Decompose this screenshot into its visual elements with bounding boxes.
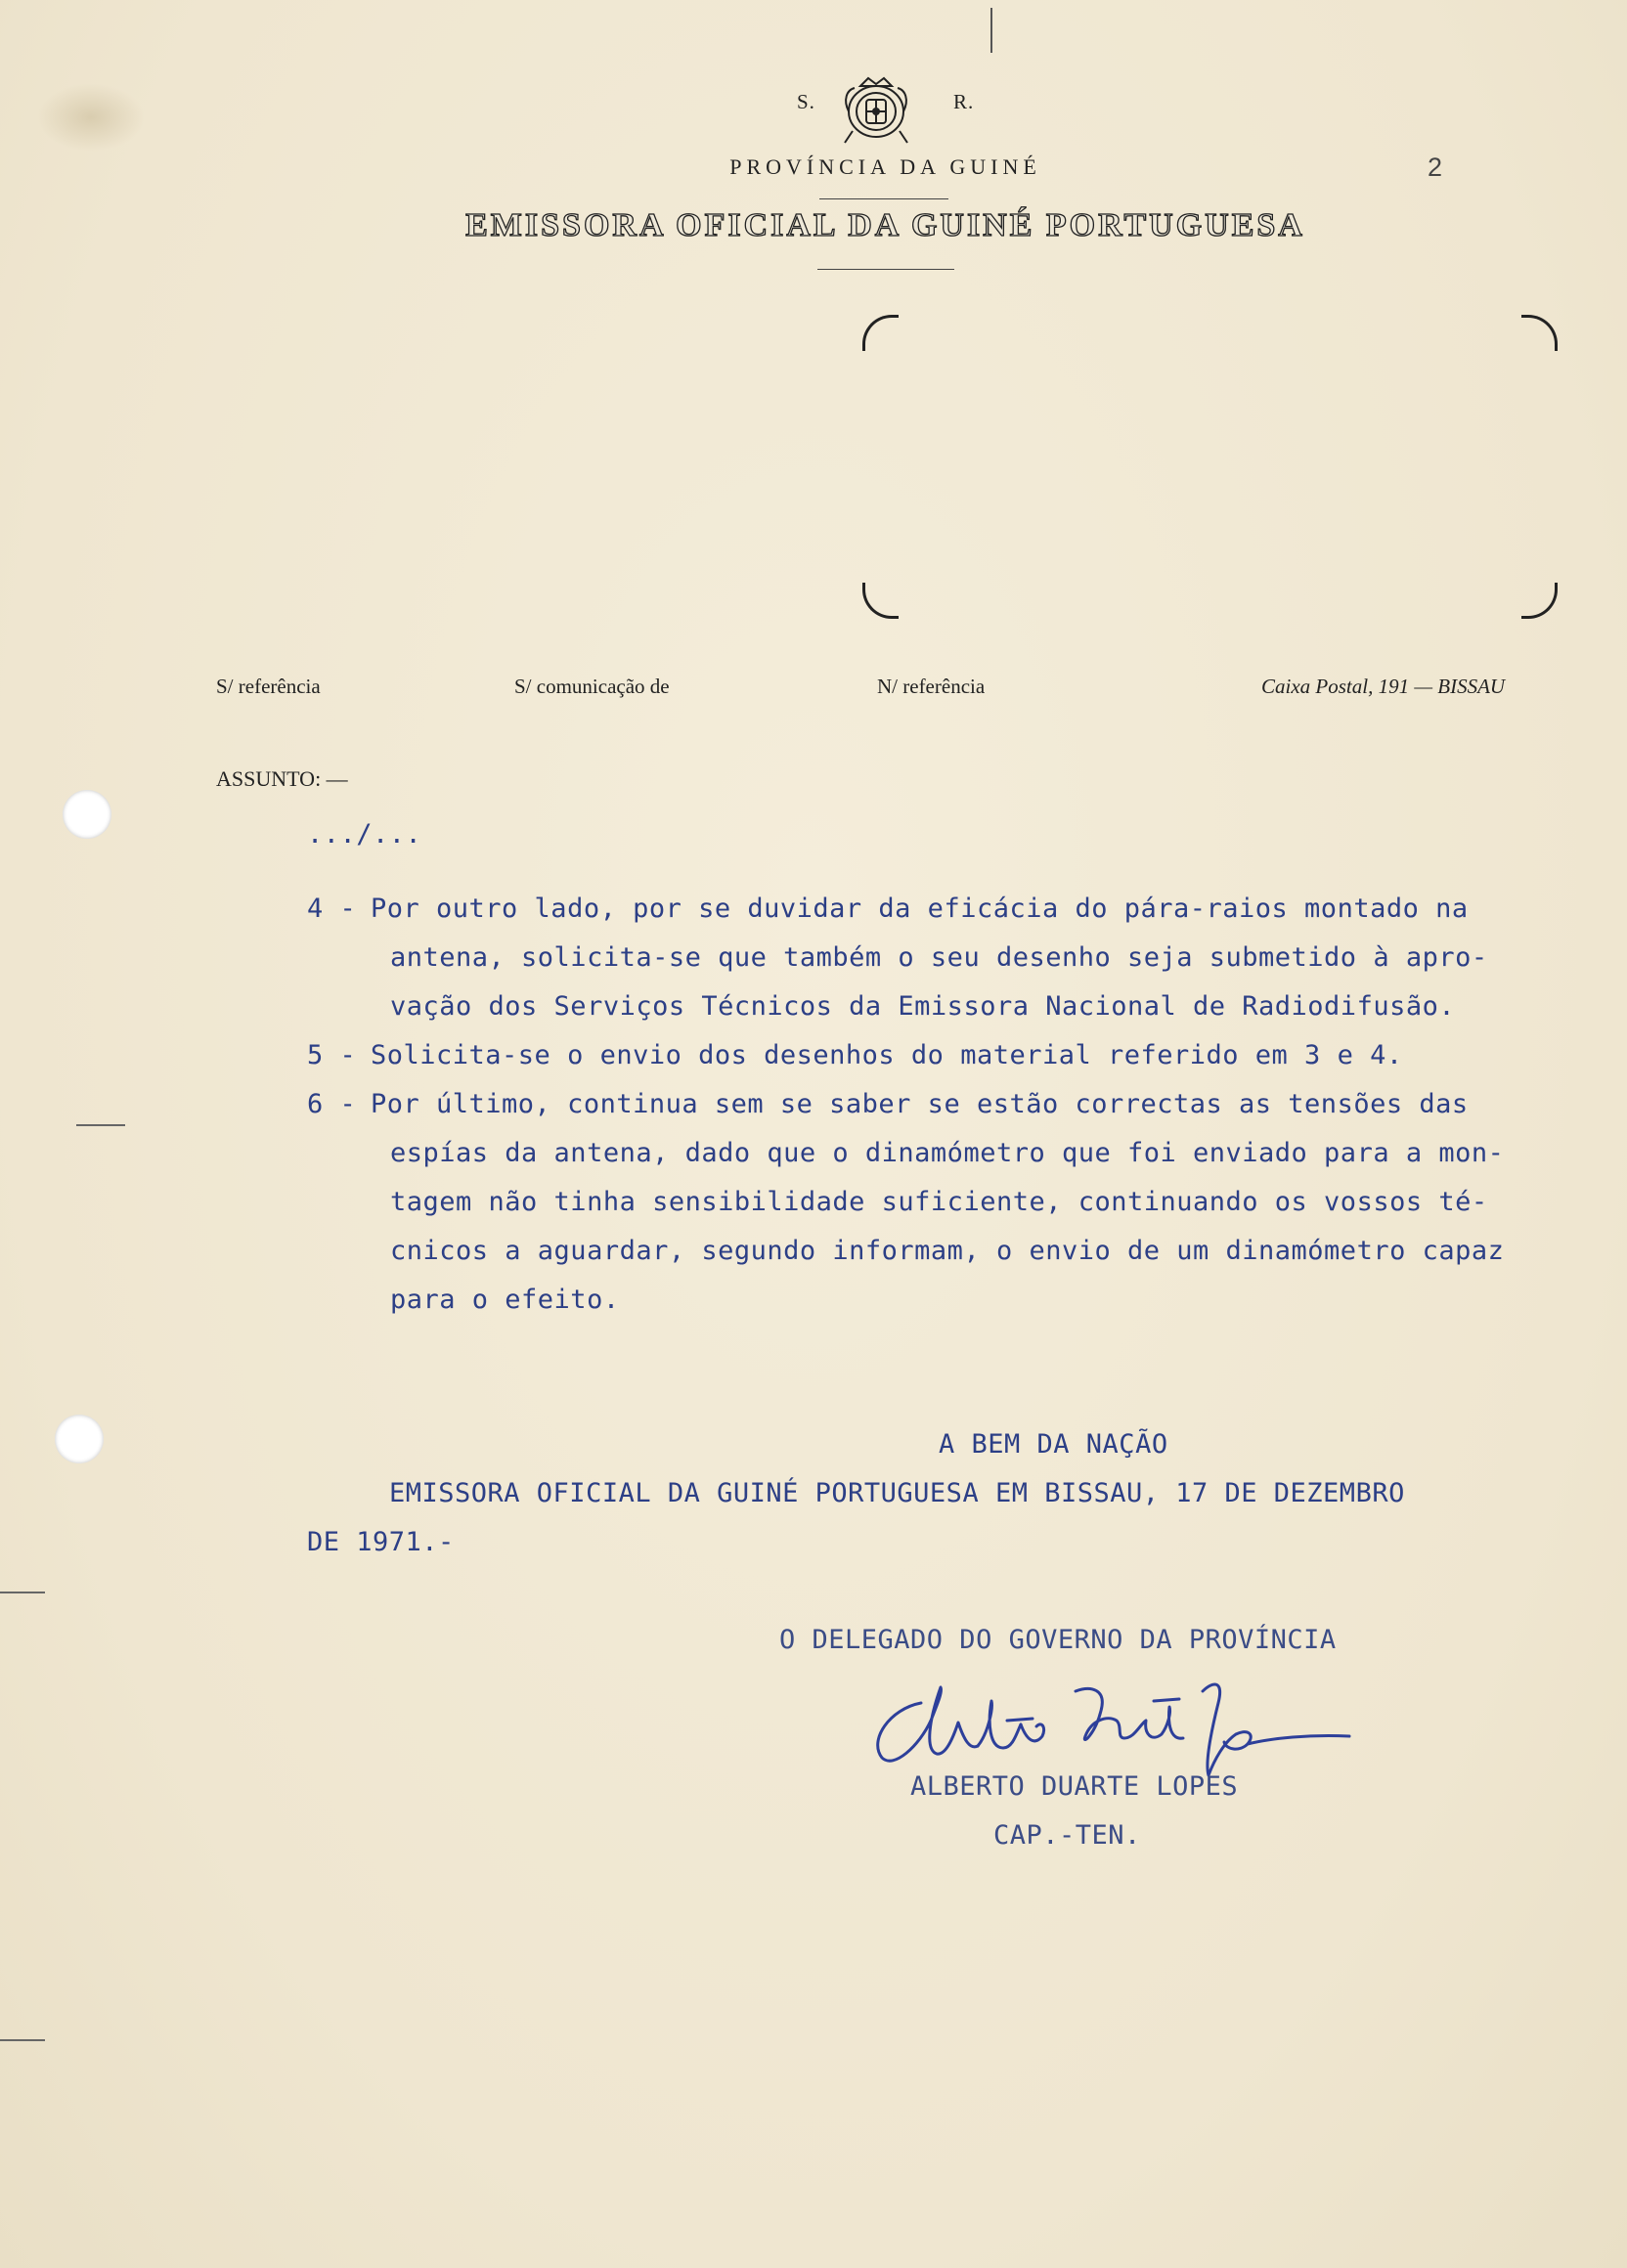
paragraph-line: Por outro lado, por se duvidar da eficácia do pára-raios montado na (371, 894, 1469, 924)
paragraph-line: cnicos a aguardar, segundo informam, o envio de um dinamómetro capaz (390, 1236, 1505, 1266)
your-reference-label: S/ referência (216, 675, 321, 698)
address-window-corner (1521, 315, 1558, 351)
handwritten-signature (860, 1652, 1369, 1779)
paragraph-line: vação dos Serviços Técnicos da Emissora Nacional de Radiodifusão. (390, 991, 1456, 1022)
letterhead-right-initial: R. (953, 90, 975, 113)
subject-label: ASSUNTO: — (216, 766, 348, 791)
page-number: 2 (1428, 153, 1443, 182)
paragraph-line: Solicita-se o envio dos desenhos do material referido em 3 e 4. (371, 1040, 1403, 1070)
salutation: A BEM DA NAÇÃO (939, 1429, 1168, 1460)
paragraph-number: 5 - (307, 1040, 357, 1070)
paragraph-line: tagem não tinha sensibilidade suficiente, continuando os vossos té- (390, 1187, 1488, 1217)
margin-mark (0, 1592, 45, 1593)
fold-mark (990, 8, 992, 53)
province-heading: PROVÍNCIA DA GUINÉ (729, 154, 1041, 179)
header-rule-top (819, 198, 948, 199)
paragraph-line: para o efeito. (390, 1285, 620, 1315)
postal-address: Caixa Postal, 191 — BISSAU (1261, 675, 1506, 698)
margin-mark (76, 1124, 125, 1126)
place-date-line: EMISSORA OFICIAL DA GUINÉ PORTUGUESA EM BISSAU, 17 DE DEZEMBRO (389, 1478, 1405, 1508)
address-window-corner (862, 315, 899, 351)
our-reference-label: N/ referência (877, 675, 986, 698)
continuation-mark: .../... (307, 819, 422, 850)
paragraph-number: 6 - (307, 1089, 357, 1119)
place-date-line: DE 1971.- (307, 1527, 455, 1557)
paragraph-line: espías da antena, dado que o dinamómetro que foi enviado para a mon- (390, 1138, 1505, 1168)
coat-of-arms-icon (839, 70, 913, 147)
paragraph-line: Por último, continua sem se saber se estão correctas as tensões das (371, 1089, 1469, 1119)
punch-hole (63, 790, 111, 839)
address-window-corner (862, 583, 899, 619)
paragraph-number: 4 - (307, 894, 357, 924)
signatory-rank: CAP.-TEN. (993, 1820, 1141, 1851)
letterhead-left-initial: S. (797, 90, 815, 113)
paper-stain (37, 83, 145, 152)
address-window-corner (1521, 583, 1558, 619)
your-communication-label: S/ comunicação de (514, 675, 670, 698)
signatory-title: O DELEGADO DO GOVERNO DA PROVÍNCIA (779, 1625, 1337, 1655)
punch-hole (55, 1415, 104, 1463)
header-rule-bottom (817, 269, 954, 270)
margin-mark (0, 2039, 45, 2041)
paragraph-line: antena, solicita-se que também o seu desenho seja submetido à apro- (390, 942, 1488, 973)
signatory-name: ALBERTO DUARTE LOPES (910, 1771, 1239, 1802)
organization-heading: EMISSORA OFICIAL DA GUINÉ PORTUGUESA (465, 207, 1305, 243)
